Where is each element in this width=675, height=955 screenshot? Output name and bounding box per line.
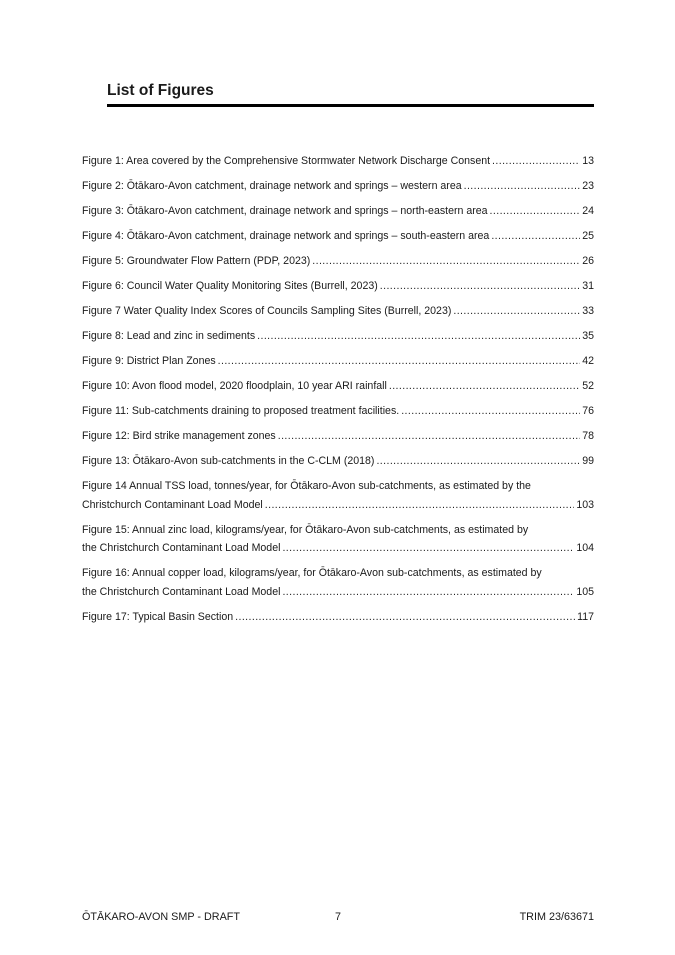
figure-entry[interactable] [82, 452, 594, 471]
entry-page: 26 [582, 255, 594, 267]
dot-leader [492, 152, 580, 171]
entry-title: Figure 4: Ōtākaro-Avon catchment, drainage network and springs – south-eastern area [82, 230, 490, 242]
figure-entry[interactable] [82, 402, 594, 421]
footer-document-title: ŌTĀKARO-AVON SMP - DRAFT [82, 911, 240, 923]
figure-entry[interactable] [82, 377, 594, 396]
figure-entry[interactable] [82, 202, 594, 221]
entry-title: Figure 8: Lead and zinc in sediments [82, 330, 256, 342]
list-of-figures [82, 152, 594, 633]
dot-leader [380, 277, 580, 296]
figure-entry[interactable] [82, 521, 594, 558]
entry-title: Figure 12: Bird strike management zones [82, 430, 276, 442]
entry-page: 42 [582, 355, 594, 367]
dot-leader [312, 252, 580, 271]
figure-entry[interactable] [82, 352, 594, 371]
entry-page: 103 [576, 498, 594, 511]
entry-title-line2-row [82, 539, 594, 558]
entry-page: 99 [582, 455, 594, 467]
entry-page: 78 [582, 430, 594, 442]
figure-entry[interactable] [82, 252, 594, 271]
entry-title-line2-row [82, 583, 594, 602]
footer-page-number: 7 [335, 911, 342, 923]
dot-leader [464, 177, 581, 196]
entry-page: 105 [576, 585, 594, 598]
dot-leader [376, 452, 580, 471]
dot-leader [218, 352, 581, 371]
figure-entry[interactable] [82, 177, 594, 196]
entry-page: 24 [582, 205, 594, 217]
entry-page: 23 [582, 180, 594, 192]
dot-leader [389, 377, 580, 396]
dot-leader [265, 496, 575, 515]
entry-page: 117 [577, 610, 594, 623]
entry-page: 52 [582, 380, 594, 392]
footer-trim-reference: TRIM 23/63671 [519, 911, 594, 923]
figure-entry[interactable] [82, 327, 594, 346]
entry-page: 25 [582, 230, 594, 242]
entry-title: Figure 13: Ōtākaro-Avon sub-catchments in the C-CLM (2018) [82, 455, 375, 467]
dot-leader [491, 227, 580, 246]
figure-entry[interactable] [82, 427, 594, 446]
entry-title: Figure 10: Avon flood model, 2020 floodplain, 10 year ARI rainfall [82, 380, 387, 392]
entry-title: Figure 1: Area covered by the Comprehensive Stormwater Network Discharge Consent [82, 155, 491, 167]
entry-page: 104 [576, 542, 594, 554]
dot-leader [282, 539, 574, 558]
entry-page: 13 [582, 155, 594, 167]
entry-title-line2: Christchurch Contaminant Load Model [82, 498, 263, 511]
entry-title: Figure 2: Ōtākaro-Avon catchment, drainage network and springs – western area [82, 180, 462, 192]
entry-title: Figure 6: Council Water Quality Monitoring Sites (Burrell, 2023) [82, 280, 378, 292]
dot-leader [401, 402, 580, 421]
entry-page: 35 [582, 330, 594, 342]
dot-leader [453, 302, 580, 321]
entry-page: 76 [582, 405, 594, 417]
entry-title: Figure 3: Ōtākaro-Avon catchment, drainage network and springs – north-eastern area [82, 205, 488, 217]
entry-title-line1: Figure 15: Annual zinc load, kilograms/year, for Ōtākaro-Avon sub-catchments, as estimated by [82, 523, 529, 536]
figure-entry[interactable] [82, 564, 594, 601]
figure-entry[interactable] [82, 302, 594, 321]
dot-leader [278, 427, 580, 446]
entry-title: Figure 9: District Plan Zones [82, 355, 216, 367]
entry-title-line2: the Christchurch Contaminant Load Model [82, 542, 281, 554]
figure-entry[interactable] [82, 152, 594, 171]
entry-title-line2-row [82, 496, 594, 515]
figure-entry[interactable] [82, 477, 594, 514]
entry-title-line2: the Christchurch Contaminant Load Model [82, 585, 281, 598]
dot-leader [257, 327, 580, 346]
entry-title: Figure 7 Water Quality Index Scores of Councils Sampling Sites (Burrell, 2023) [82, 305, 452, 317]
entry-title-line1: Figure 16: Annual copper load, kilograms/year, for Ōtākaro-Avon sub-catchments, as estimated by [82, 567, 542, 579]
dot-leader [490, 202, 581, 221]
dot-leader [282, 583, 574, 602]
figure-entry[interactable] [82, 227, 594, 246]
dot-leader [235, 608, 575, 627]
entry-page: 33 [582, 305, 594, 317]
entry-page: 31 [582, 280, 594, 292]
page-title: List of Figures [107, 82, 214, 99]
figure-entry[interactable] [82, 277, 594, 296]
entry-title-line1: Figure 14 Annual TSS load, tonnes/year, for Ōtākaro-Avon sub-catchments, as estimated by the [82, 480, 531, 492]
entry-title: Figure 17: Typical Basin Section [82, 610, 234, 623]
heading-rule [107, 104, 594, 107]
figure-entry[interactable] [82, 608, 594, 627]
entry-title: Figure 11: Sub-catchments draining to proposed treatment facilities. [82, 405, 400, 417]
entry-title: Figure 5: Groundwater Flow Pattern (PDP, 2023) [82, 255, 311, 267]
